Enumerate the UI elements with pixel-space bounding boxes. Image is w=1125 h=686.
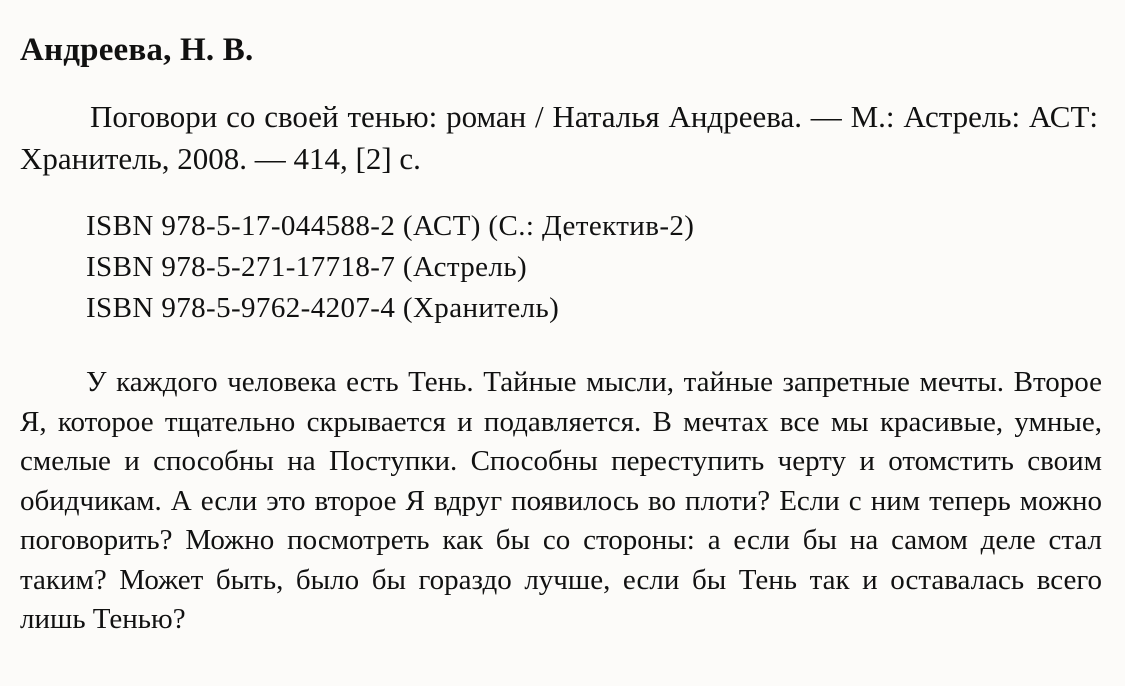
isbn-line: ISBN 978-5-9762-4207-4 (Хранитель) [86,292,560,324]
bibliographic-entry: Поговори со своей тенью: роман / Наталья Андреева. — М.: Астрель: АСТ: Хранитель, 2008. — 414, [2] с. [20,99,1098,176]
annotation-paragraph: У каждого человека есть Тень. Тайные мысли, тайные запретные мечты. Второе Я, которое тщательно скрывается и подавляется. В мечтах все мы красивые, умные, смелые и способны на Поступки. Способны переступить черту и отомстить своим обидчикам. А если это второе Я вдруг появилось во плоти? Если с ним теперь можно поговорить? Можно посмотреть как бы со стороны: а если бы на самом деле стал таким? Может быть, было бы гораздо лучше, если бы Тень так и оставалась всего лишь Тенью? [20,366,1102,635]
isbn-line: ISBN 978-5-17-044588-2 (АСТ) (С.: Детектив-2) [86,210,695,242]
isbn-line: ISBN 978-5-271-17718-7 (Астрель) [86,251,528,283]
author-heading: Андреева, Н. В. [20,32,254,68]
isbn-list [86,206,1103,329]
